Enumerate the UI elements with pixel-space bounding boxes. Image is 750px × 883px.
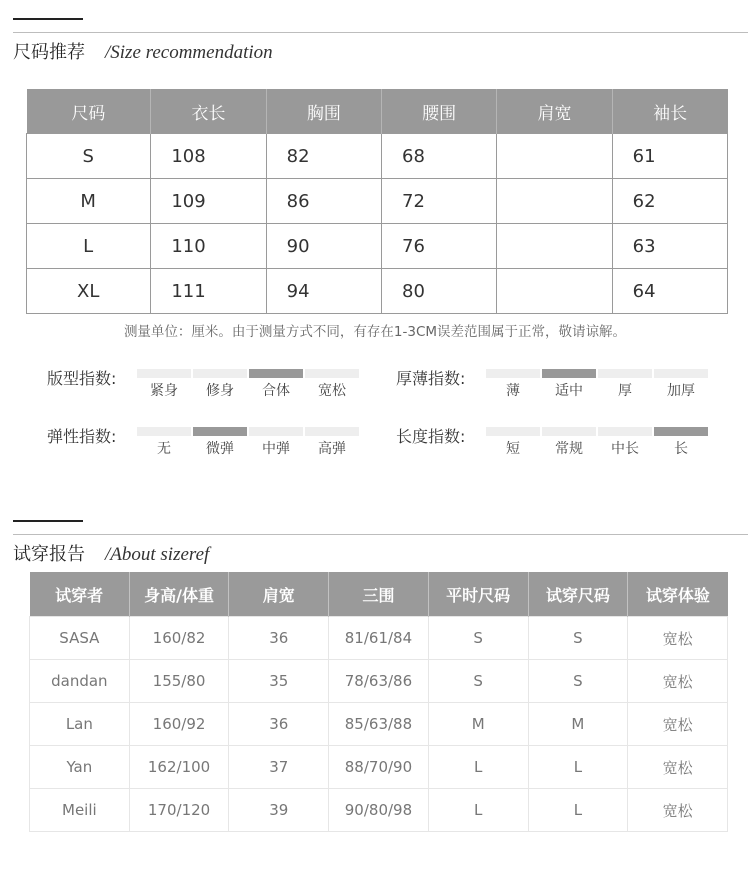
size-cell: M	[27, 179, 151, 224]
table-cell: L	[428, 746, 528, 789]
table-cell: 88/70/90	[329, 746, 429, 789]
header-cell: 袖长	[612, 89, 727, 134]
size-title-en: /Size recommendation	[105, 42, 273, 63]
table-cell: 109	[151, 179, 266, 224]
index-segment	[193, 369, 247, 378]
table-cell: 宽松	[628, 789, 728, 832]
header-cell: 腰围	[382, 89, 497, 134]
table-cell	[497, 134, 612, 179]
index-segment-selected	[654, 427, 708, 436]
table-row	[27, 179, 728, 224]
index-segment	[249, 427, 303, 436]
index-scale	[137, 369, 359, 378]
index-option: 适中	[555, 383, 583, 399]
size-cell: L	[27, 224, 151, 269]
index-options	[486, 438, 708, 458]
table-cell: 160/82	[129, 617, 229, 660]
table-cell: 82	[266, 134, 381, 179]
index-segment	[598, 369, 652, 378]
table-cell: 90	[266, 224, 381, 269]
header-cell: 肩宽	[229, 572, 329, 617]
table-cell: 85/63/88	[329, 703, 429, 746]
table-cell: 36	[229, 617, 329, 660]
section-divider	[13, 32, 748, 33]
index-segment	[486, 427, 540, 436]
index-segment	[137, 427, 191, 436]
index-options	[486, 380, 708, 400]
table-cell: 72	[382, 179, 497, 224]
table-cell: 宽松	[628, 660, 728, 703]
index-segment	[305, 427, 359, 436]
trial-title-cn: 试穿报告	[13, 544, 85, 565]
table-cell: SASA	[30, 617, 130, 660]
index-option: 长	[674, 441, 688, 457]
table-cell: 155/80	[129, 660, 229, 703]
header-cell: 三围	[329, 572, 429, 617]
size-cell: S	[27, 134, 151, 179]
table-cell: 76	[382, 224, 497, 269]
index-label: 版型指数:	[47, 369, 117, 388]
table-cell: S	[428, 660, 528, 703]
table-cell: S	[528, 660, 628, 703]
measurement-note: 测量单位：厘米。由于测量方式不同，有存在1-3CM误差范围属于正常，敬请谅解。	[123, 324, 627, 340]
index-scale	[486, 427, 708, 436]
header-cell: 肩宽	[497, 89, 612, 134]
table-cell: 94	[266, 269, 381, 314]
index-option: 高弹	[318, 441, 346, 457]
index-segment-selected	[249, 369, 303, 378]
table-cell: 宽松	[628, 617, 728, 660]
table-cell: 160/92	[129, 703, 229, 746]
index-segment	[598, 427, 652, 436]
table-cell: L	[528, 789, 628, 832]
table-cell: 111	[151, 269, 266, 314]
index-option: 中弹	[262, 441, 290, 457]
table-cell: 86	[266, 179, 381, 224]
table-row	[30, 746, 728, 789]
index-option: 常规	[555, 441, 583, 457]
table-cell: Meili	[30, 789, 130, 832]
table-row	[30, 703, 728, 746]
table-cell: S	[428, 617, 528, 660]
index-options	[137, 380, 359, 400]
table-cell	[497, 179, 612, 224]
table-cell: L	[428, 789, 528, 832]
table-cell: Lan	[30, 703, 130, 746]
index-segment	[137, 369, 191, 378]
trial-section-title	[13, 540, 209, 566]
header-cell: 平时尺码	[428, 572, 528, 617]
index-option: 薄	[506, 383, 520, 399]
index-option: 无	[157, 441, 171, 457]
table-cell: Yan	[30, 746, 130, 789]
header-cell: 试穿者	[30, 572, 130, 617]
index-label: 厚薄指数:	[396, 369, 466, 388]
index-option: 合体	[262, 383, 290, 399]
index-option: 宽松	[318, 383, 346, 399]
table-cell: 81/61/84	[329, 617, 429, 660]
table-cell: 110	[151, 224, 266, 269]
index-label: 弹性指数:	[47, 427, 117, 446]
index-scale	[486, 369, 708, 378]
size-table	[26, 89, 728, 314]
table-row	[30, 789, 728, 832]
table-cell: 宽松	[628, 746, 728, 789]
table-cell	[497, 269, 612, 314]
trial-title-en: /About sizeref	[105, 544, 210, 565]
header-cell: 尺码	[27, 89, 151, 134]
index-segment	[486, 369, 540, 378]
table-cell: 62	[612, 179, 727, 224]
size-table-header	[27, 89, 728, 134]
index-option: 中长	[611, 441, 639, 457]
size-cell: XL	[27, 269, 151, 314]
section-accent-bar	[13, 18, 83, 20]
index-option: 短	[506, 441, 520, 457]
table-cell: M	[528, 703, 628, 746]
table-row	[27, 269, 728, 314]
header-cell: 衣长	[151, 89, 266, 134]
table-cell	[497, 224, 612, 269]
table-cell: S	[528, 617, 628, 660]
table-cell: 170/120	[129, 789, 229, 832]
size-title-cn: 尺码推荐	[13, 42, 85, 63]
table-cell: 61	[612, 134, 727, 179]
table-cell: 80	[382, 269, 497, 314]
trial-table-header	[30, 572, 728, 617]
table-row	[30, 617, 728, 660]
table-cell: 78/63/86	[329, 660, 429, 703]
table-cell: 36	[229, 703, 329, 746]
index-segment-selected	[542, 369, 596, 378]
index-option: 紧身	[150, 383, 178, 399]
table-cell: 37	[229, 746, 329, 789]
header-cell: 试穿尺码	[528, 572, 628, 617]
size-section-title	[13, 38, 273, 64]
section-divider	[13, 534, 748, 535]
index-options	[137, 438, 359, 458]
table-cell: 162/100	[129, 746, 229, 789]
table-cell: 39	[229, 789, 329, 832]
header-cell: 试穿体验	[628, 572, 728, 617]
index-segment	[305, 369, 359, 378]
table-cell: 108	[151, 134, 266, 179]
table-cell: 63	[612, 224, 727, 269]
header-cell: 胸围	[266, 89, 381, 134]
table-row	[27, 134, 728, 179]
table-cell: 90/80/98	[329, 789, 429, 832]
index-scale	[137, 427, 359, 436]
header-cell: 身高/体重	[129, 572, 229, 617]
table-row	[30, 660, 728, 703]
index-segment	[654, 369, 708, 378]
table-row	[27, 224, 728, 269]
table-cell: 35	[229, 660, 329, 703]
index-label: 长度指数:	[396, 427, 466, 446]
index-option: 微弹	[206, 441, 234, 457]
table-cell: 宽松	[628, 703, 728, 746]
table-cell: 68	[382, 134, 497, 179]
index-segment	[542, 427, 596, 436]
index-option: 修身	[206, 383, 234, 399]
table-cell: L	[528, 746, 628, 789]
trial-table	[29, 572, 728, 832]
index-segment-selected	[193, 427, 247, 436]
table-cell: dandan	[30, 660, 130, 703]
section-accent-bar	[13, 520, 83, 522]
table-cell: M	[428, 703, 528, 746]
index-option: 加厚	[667, 383, 695, 399]
table-cell: 64	[612, 269, 727, 314]
index-option: 厚	[618, 383, 632, 399]
